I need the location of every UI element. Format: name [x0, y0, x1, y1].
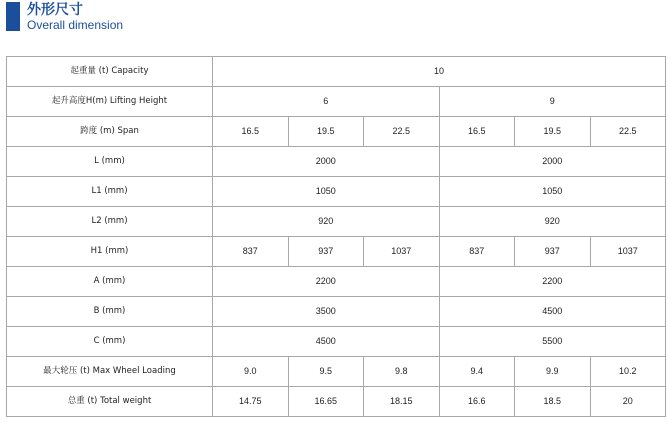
table-cell: 10.2 — [590, 357, 666, 387]
table-cell: 2200 — [213, 267, 440, 297]
row-label: L2 (mm) — [7, 207, 213, 237]
row-label: B (mm) — [7, 297, 213, 327]
row-label: 起重量 (t) Capacity — [7, 57, 213, 87]
row-label: 总重 (t) Total weight — [7, 387, 213, 417]
table-row-l — [7, 147, 666, 177]
table-row-max-wheel-loading — [7, 357, 666, 387]
table-cell: 920 — [439, 207, 666, 237]
row-label: L (mm) — [7, 147, 213, 177]
table-cell: 1037 — [590, 237, 666, 267]
table-cell: 16.5 — [439, 117, 515, 147]
row-label: 最大轮压 (t) Max Wheel Loading — [7, 357, 213, 387]
table-cell: 14.75 — [213, 387, 289, 417]
table-cell: 837 — [439, 237, 515, 267]
row-label: 起升高度H(m) Lifting Height — [7, 87, 213, 117]
table-cell: 9.4 — [439, 357, 515, 387]
row-label: L1 (mm) — [7, 177, 213, 207]
table-cell: 2000 — [213, 147, 440, 177]
table-cell: 2000 — [439, 147, 666, 177]
table-cell: 920 — [213, 207, 440, 237]
table-cell: 1050 — [213, 177, 440, 207]
table-row-c — [7, 327, 666, 357]
table-row-h1 — [7, 237, 666, 267]
table-cell: 4500 — [213, 327, 440, 357]
table-row-b — [7, 297, 666, 327]
table-cell: 6 — [213, 87, 440, 117]
table-row-a — [7, 267, 666, 297]
table-cell: 16.5 — [213, 117, 289, 147]
overall-dimension-table — [6, 56, 666, 417]
table-cell: 937 — [515, 237, 591, 267]
table-cell: 19.5 — [515, 117, 591, 147]
table-cell: 20 — [590, 387, 666, 417]
table-cell: 4500 — [439, 297, 666, 327]
table-cell: 9 — [439, 87, 666, 117]
table-row-l2 — [7, 207, 666, 237]
table-cell: 9.5 — [288, 357, 364, 387]
table-cell: 9.8 — [364, 357, 440, 387]
table-cell: 1037 — [364, 237, 440, 267]
table-cell: 5500 — [439, 327, 666, 357]
table-cell: 9.9 — [515, 357, 591, 387]
table-cell: 837 — [213, 237, 289, 267]
table-row-l1 — [7, 177, 666, 207]
row-label: A (mm) — [7, 267, 213, 297]
row-label: H1 (mm) — [7, 237, 213, 267]
table-cell: 18.5 — [515, 387, 591, 417]
section-title-en: Overall dimension — [27, 18, 124, 32]
section-title-cn: 外形尺寸 — [27, 2, 83, 18]
table-cell: 22.5 — [590, 117, 666, 147]
table-cell: 22.5 — [364, 117, 440, 147]
table-cell: 3500 — [213, 297, 440, 327]
table-cell: 18.15 — [364, 387, 440, 417]
table-row-capacity — [7, 57, 666, 87]
table-cell: 9.0 — [213, 357, 289, 387]
table-cell: 16.65 — [288, 387, 364, 417]
table-row-span — [7, 117, 666, 147]
row-label: C (mm) — [7, 327, 213, 357]
table-cell: 16.6 — [439, 387, 515, 417]
table-row-total-weight — [7, 387, 666, 417]
table-row-lifting-height — [7, 87, 666, 117]
accent-bar — [6, 2, 20, 31]
row-label: 跨度 (m) Span — [7, 117, 213, 147]
table-cell: 937 — [288, 237, 364, 267]
table-cell: 10 — [213, 57, 666, 87]
table-cell: 1050 — [439, 177, 666, 207]
table-cell: 19.5 — [288, 117, 364, 147]
table-cell: 2200 — [439, 267, 666, 297]
